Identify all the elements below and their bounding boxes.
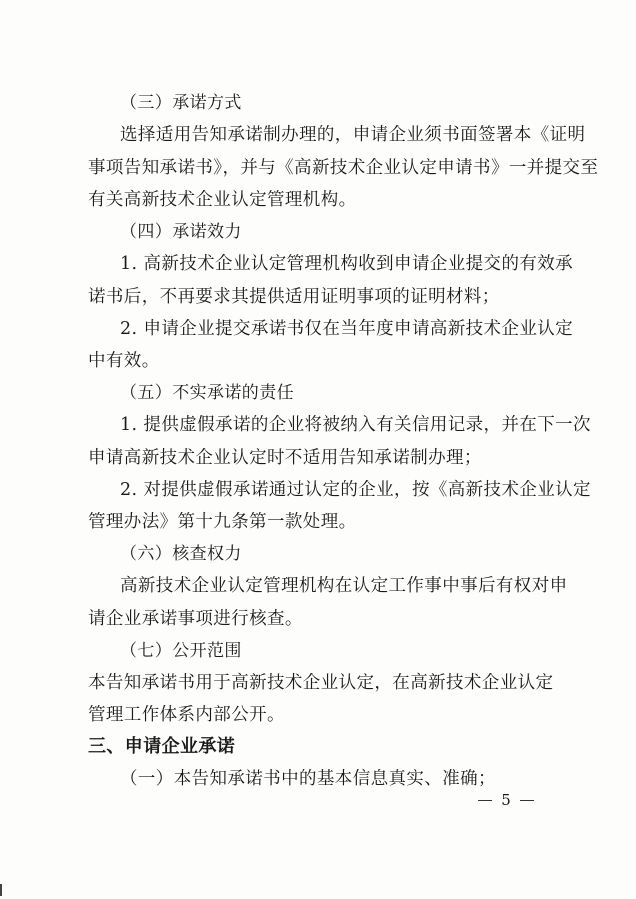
subheading-verification-right: （六）核查权力 — [120, 544, 242, 564]
paragraph-line: 管理工作体系内部公开。 — [88, 705, 285, 725]
paragraph-line: 请企业承诺事项进行核查。 — [88, 609, 303, 629]
paragraph-line: 1. 提供虚假承诺的企业将被纳入有关信用记录，并在下一次 — [120, 415, 591, 435]
paragraph-line: 高新技术企业认定管理机构在认定工作事中事后有权对申 — [120, 576, 568, 596]
paragraph-line: 2. 对提供虚假承诺通过认定的企业，按《高新技术企业认定 — [120, 480, 591, 500]
paragraph-line: 诺书后，不再要求其提供适用证明事项的证明材料； — [88, 287, 500, 307]
paragraph-line: 管理办法》第十九条第一款处理。 — [88, 512, 357, 532]
subheading-false-commitment: （五）不实承诺的责任 — [120, 383, 294, 403]
paragraph-line: 1. 高新技术企业认定管理机构收到申请企业提交的有效承 — [120, 254, 574, 274]
paragraph-line: 选择适用告知承诺制办理的，申请企业须书面签署本《证明 — [120, 125, 586, 145]
paragraph-line: （一）本告知承诺书中的基本信息真实、准确； — [120, 769, 496, 789]
page-number: 5 — [476, 790, 536, 810]
paragraph-line: 2. 申请企业提交承诺书仅在当年度申请高新技术企业认定 — [120, 319, 574, 339]
subheading-commitment-method: （三）承诺方式 — [120, 93, 242, 113]
section-heading-enterprise-commitment: 三、申请企业承诺 — [88, 736, 236, 757]
paragraph-line: 中有效。 — [88, 351, 160, 371]
paragraph-line: 申请高新技术企业认定时不适用告知承诺制办理； — [88, 448, 482, 468]
paragraph-line: 事项告知承诺书》，并与《高新技术企业认定申请书》一并提交至 — [88, 158, 599, 178]
subheading-disclosure-scope: （七）公开范围 — [120, 641, 242, 661]
subheading-commitment-effect: （四）承诺效力 — [120, 222, 242, 242]
paragraph-line: 本告知承诺书用于高新技术企业认定，在高新技术企业认定 — [88, 673, 554, 693]
paragraph-line: 有关高新技术企业认定管理机构。 — [88, 190, 357, 210]
scan-binding-mark — [0, 884, 2, 896]
